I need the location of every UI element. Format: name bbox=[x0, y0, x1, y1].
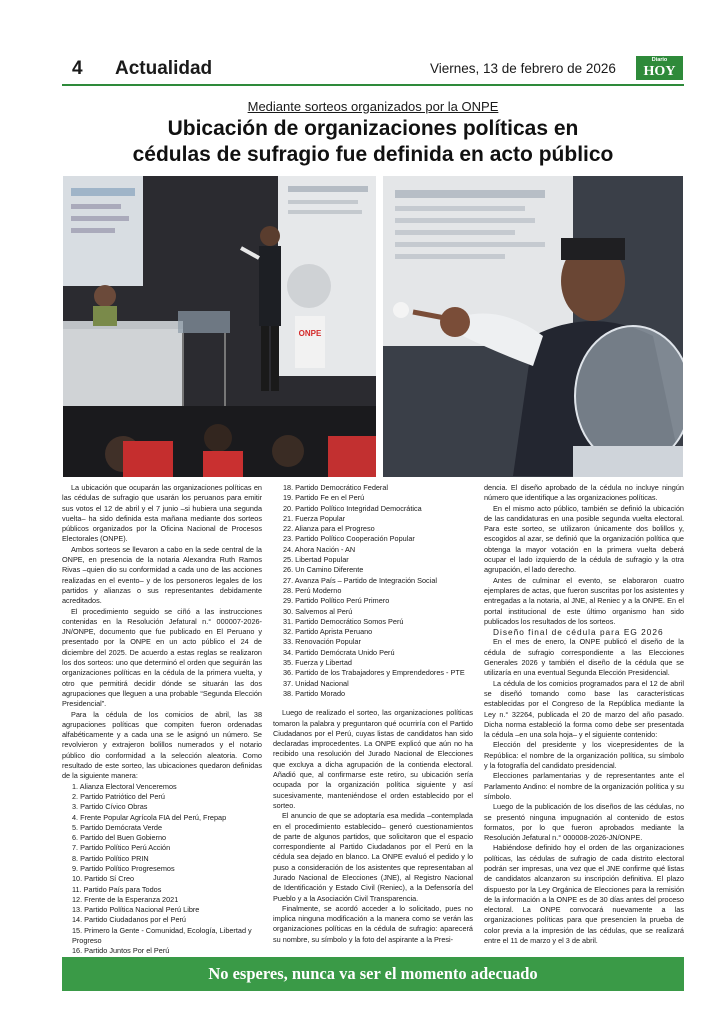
party-list-item: 38. Partido Morado bbox=[283, 688, 346, 698]
party-list-item: 8. Partido Político PRIN bbox=[72, 853, 149, 863]
article-column-1 bbox=[62, 483, 262, 967]
party-list-item: 36. Partido de los Trabajadores y Emprendedores - PTE bbox=[283, 668, 465, 678]
headline-line-1: Ubicación de organizaciones políticas en bbox=[167, 117, 579, 140]
party-list-item: 26. Un Camino Diferente bbox=[283, 565, 364, 575]
party-list-item: 16. Partido Juntos Por el Perú bbox=[72, 946, 170, 956]
party-list-item: 33. Renovación Popular bbox=[283, 637, 361, 647]
article-column-3 bbox=[484, 483, 684, 946]
paragraph: La ubicación que ocuparán las organizaciones políticas en las cédulas de sufragio que usarán los peruanos para emitir sus votos el 12 de abril y el 7 junio –si hubiera una segunda vuelta– ha sido definida esta mañana mediante dos sorteos públicos organizados por la Oficina Nacional de Procesos Electorales (ONPE). bbox=[62, 483, 262, 544]
subheading: Diseño final de cédula para EG 2026 bbox=[493, 627, 664, 638]
paragraph: Elecciones parlamentarias y de representantes ante el Parlamento Andino: el nombre de la organización política y su símbolo. bbox=[484, 771, 684, 801]
party-list-item: 25. Libertad Popular bbox=[283, 555, 349, 565]
party-list-item: 22. Alianza para el Progreso bbox=[283, 524, 375, 534]
paragraph: Luego de la publicación de los diseños de las cédulas, no se presentó ninguna impugnación al contenido de estos formatos, por lo que fueron aprobados mediante la Resolución Jefatural n.° 000008-2026-JN/ONPE. bbox=[484, 802, 684, 843]
party-list-item: 29. Partido Político Perú Primero bbox=[283, 596, 390, 606]
party-list-item: 20. Partido Político Integridad Democrática bbox=[283, 503, 422, 513]
party-list-item: 27. Avanza País – Partido de Integración Social bbox=[283, 575, 438, 585]
paragraph: Luego de realizado el sorteo, las organizaciones políticas tomaron la palabra y preguntaron qué ocurriría con el Partido Ciudadanos por el Perú, cuyas listas de candidatos han sido declaradas improcedentes. La ONPE explicó que aún no ha recibido una resolución del Jurado Nacional de Elecciones que excluya a dicha agrupación de la contienda electoral. Añadió que, al confirmarse este retiro, su ubicación sería ocupada por la organización política siguiente y así sucesivamente, manteniéndose el orden establecido por el sorteo. bbox=[273, 708, 473, 810]
onpe-sign: ONPE bbox=[298, 329, 322, 338]
party-list-item: 2. Partido Patriótico del Perú bbox=[72, 791, 165, 801]
issue-date: Viernes, 13 de febrero de 2026 bbox=[430, 61, 616, 76]
party-list-item: 19. Partido Fe en el Perú bbox=[283, 493, 365, 503]
party-list-part-1 bbox=[62, 782, 262, 967]
party-list-item: 3. Partido Cívico Obras bbox=[72, 802, 148, 812]
article-kicker: Mediante sorteos organizados por la ONPE bbox=[247, 99, 499, 114]
article-headline bbox=[62, 116, 684, 168]
event-hall-photo bbox=[63, 176, 376, 477]
party-list-item: 6. Partido del Buen Gobierno bbox=[72, 833, 167, 843]
party-list-item: 35. Fuerza y Libertad bbox=[283, 658, 352, 668]
paragraph: En el mes de enero, la ONPE publicó el diseño de la cédula de sufragio correspondiente a las Elecciones Generales 2026 y también el diseño de la cédula que se utilizaría en una eventual Segunda Elección Presidencial. bbox=[484, 637, 684, 678]
party-list-item: 18. Partido Democrático Federal bbox=[283, 483, 389, 492]
paragraph: Elección del presidente y los vicepresidentes de la República: el nombre de la organización política, su símbolo y la fotografía del candidato presidencial. bbox=[484, 740, 684, 771]
page-header bbox=[62, 56, 684, 82]
headline-line-2: cédulas de sufragio fue definida en acto público bbox=[132, 143, 614, 166]
header-rule bbox=[62, 84, 684, 86]
party-list-item: 23. Partido Político Cooperación Popular bbox=[283, 534, 415, 544]
paragraph: Para la cédula de los comicios de abril, las 38 agrupaciones políticas que compiten fueron ordenadas alfabéticamente y a cada una se le asignó un número. Se revolvieron y extrajeron bolillos numerados y el notario público dio conformidad a la selección aleatoria. Como resultado de este sorteo, las ubicaciones quedaron definidas de la siguiente manera: bbox=[62, 709, 262, 781]
party-list-item: 12. Frente de la Esperanza 2021 bbox=[72, 894, 179, 904]
party-list-item: 11. Partido País para Todos bbox=[72, 884, 162, 894]
official-ball-photo bbox=[383, 176, 683, 477]
party-list-item: 31. Partido Democrático Somos Perú bbox=[283, 616, 404, 626]
article-column-2 bbox=[273, 483, 473, 945]
paragraph: En el mismo acto público, también se definió la ubicación de las candidaturas en una posible segunda vuelta electoral. Para este sorteo, se utilizaron únicamente dos bolillos y, escogidos al azar, se definió que la organización política que obtenga la mayor votación en la primera vuelta deberá ocupar el lado izquierdo de la cédula de sufragio y la otra agrupación, el lado derecho. bbox=[484, 503, 684, 575]
party-list-item: 7. Partido Político Perú Acción bbox=[72, 843, 171, 853]
party-list-item: 24. Ahora Nación - AN bbox=[283, 544, 356, 554]
logo-small-text: Diario bbox=[651, 57, 668, 63]
party-list-part-2 bbox=[273, 483, 473, 699]
paragraph: Ambos sorteos se llevaron a cabo en la sede central de la ONPE, en presencia de la notaria Alexandra Ruth Ramos Rivas –quien dio su conformidad a cada uno de las acciones realizadas en el evento– y de los personeros legales de los partidos y alianzas o sus representantes debidamente acreditados. bbox=[62, 544, 262, 606]
party-list-item: 1. Alianza Electoral Venceremos bbox=[72, 781, 177, 791]
party-list-item: 37. Unidad Nacional bbox=[283, 678, 349, 688]
party-list-item: 32. Partido Aprista Peruano bbox=[283, 627, 373, 637]
slogan-banner: No esperes, nunca va ser el momento adecuado bbox=[62, 957, 684, 991]
paragraph: dencia. El diseño aprobado de la cédula no incluye ningún número que identifique a las organizaciones políticas. bbox=[484, 483, 684, 503]
party-list-item: 9. Partido Político Progresemos bbox=[72, 863, 175, 873]
party-list-item: 15. Primero la Gente - Comunidad, Ecología, Libertad y Progreso bbox=[72, 925, 252, 946]
newspaper-logo bbox=[636, 56, 683, 80]
paragraph: Antes de culminar el evento, se elaboraron cuatro ejemplares de actas, que fueron suscritas por los asistentes y entregadas a la notaria, al JNE, al Reniec y a la ONPE. En el portal institucional de este último organismo han sido publicados los resultados de los sorteos. bbox=[484, 575, 684, 626]
paragraph: Finalmente, se acordó acceder a lo solicitado, pues no implica ninguna modificación a la manera como se verán las organizaciones políticas en la cédula de sufragio: aparecerá su nombre, su símbolo y la foto del aspirante a la Presi- bbox=[273, 903, 473, 944]
party-list-item: 13. Partido Política Nacional Perú Libre bbox=[72, 905, 200, 915]
section-title: Actualidad bbox=[115, 58, 213, 79]
party-list-item: 21. Fuerza Popular bbox=[283, 513, 346, 523]
party-list-item: 28. Perú Moderno bbox=[283, 585, 342, 595]
page-number: 4 bbox=[72, 58, 83, 79]
party-list-item: 4. Frente Popular Agrícola FIA del Perú, Frepap bbox=[72, 812, 227, 822]
paragraph: La cédula de los comicios programados para el 12 de abril se diseñó tomando como base las características establecidas por el Congreso de la República mediante la Ley n.° 32264, publicada el 20 de marzo del año pasado. Dicha norma estableció la forma como debe ser presentada la cédula –en una sola hoja– y el siguiente contenido: bbox=[484, 678, 684, 740]
party-list-item: 10. Partido Sí Creo bbox=[72, 874, 135, 884]
logo-big-text: HOY bbox=[643, 64, 676, 79]
paragraph: El procedimiento seguido se ciñó a las instrucciones contenidas en la Resolución Jefatural n.° 000007-2026-JN/ONPE, documento que fue publicado en El Peruano y presentado por la ONPE en un acto público el 24 de diciembre del 2025. De acuerdo a estas reglas se realizaron los dos sorteos: uno que determinó el orden que seguirán las organizaciones políticas en la cédula de la primera vuelta, y otro que permitirá decidir dónde se situarán las dos agrupaciones que lleguen a una probable “Segunda Elección Presidencial”. bbox=[62, 606, 262, 709]
party-list-item: 5. Partido Demócrata Verde bbox=[72, 822, 163, 832]
party-list-item: 14. Partido Ciudadanos por el Perú bbox=[72, 915, 186, 925]
party-list-item: 34. Partido Demócrata Unido Perú bbox=[283, 647, 395, 657]
paragraph: El anuncio de que se adoptaría esa medida –contemplada en el procedimiento establecido– generó cuestionamientos de parte de algunos partidos, que solicitaron que el espacio correspondiente al Partido Ciudadanos por el Perú en la cédula sea dejado en blanco. La ONPE evaluó el pedido y lo puso a consideración de los asistentes que representaban al Jurado Nacional de Elecciones (JNE), al Registro Nacional de Identificación y Estado Civil (Reniec), a la Defensoría del Pueblo y a la Asociación Civil Transparencia. bbox=[273, 811, 473, 903]
paragraph: Habiéndose definido hoy el orden de las organizaciones políticas, las cédulas de sufragio de cada distrito electoral podrán ser impresas, una vez que el JNE confirme qué listas de candidatos alcanzaron su inscripción definitiva. El plazo dispuesto por la Ley Orgánica de Elecciones para la remisión de la información a la ONPE es de 30 días antes del proceso electoral. La ONPE convocará nuevamente a las organizaciones políticas para que presencien la prueba de color previa a la impresión de las cédulas, que se realizará entre el 11 de marzo y el 3 de abril. bbox=[484, 843, 684, 946]
party-list-item: 30. Salvemos al Perú bbox=[283, 606, 353, 616]
